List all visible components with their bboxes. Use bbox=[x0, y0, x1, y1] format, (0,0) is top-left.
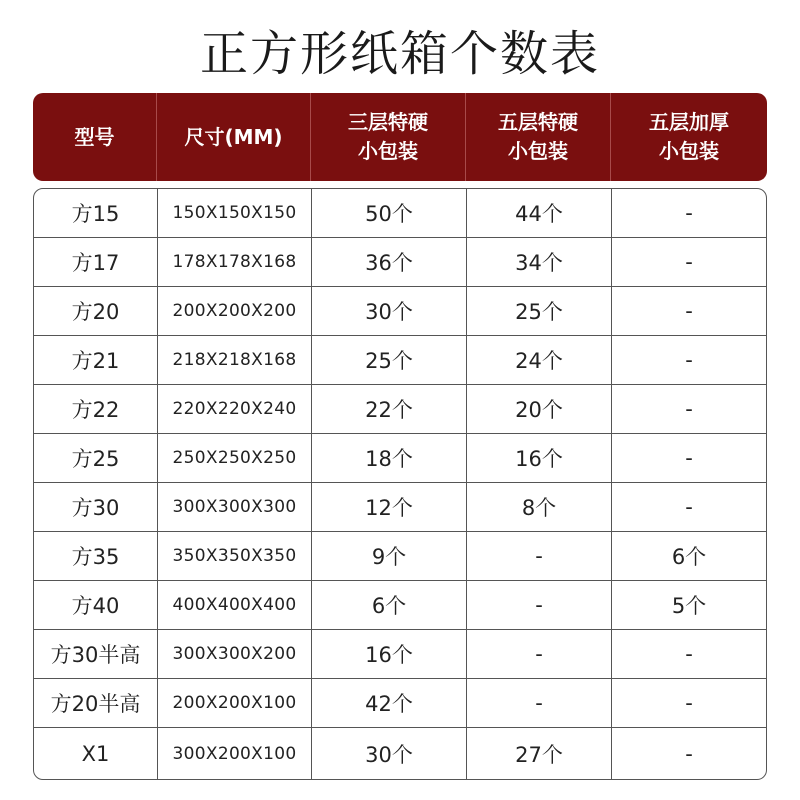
table-row bbox=[34, 581, 766, 630]
cell-five-thick: 6个 bbox=[671, 545, 707, 569]
header-size-label: 尺寸(MM) bbox=[184, 124, 283, 149]
header-three-layer-label: 三层特硬 小包装 bbox=[348, 110, 428, 163]
cell-model: 方22 bbox=[34, 385, 158, 433]
header-five-layer-label: 五层特硬 小包装 bbox=[498, 110, 578, 163]
cell-size: 350X350X350 bbox=[158, 532, 312, 580]
table-row bbox=[34, 287, 766, 336]
cell-five-thick: 5个 bbox=[671, 594, 707, 618]
cell-three-layer: 6个 bbox=[312, 581, 467, 629]
cell-five-layer: - bbox=[467, 630, 612, 678]
cell-three-layer: 42个 bbox=[312, 679, 467, 727]
cell-five-layer: 16个 bbox=[467, 434, 612, 482]
cell-size: 220X220X240 bbox=[158, 385, 312, 433]
table-row bbox=[34, 434, 766, 483]
cell-five-thick: - bbox=[685, 348, 693, 372]
table-row bbox=[34, 728, 766, 779]
cell-five-layer: - bbox=[467, 581, 612, 629]
cell-five-thick: - bbox=[685, 250, 693, 274]
cell-three-layer: 30个 bbox=[312, 287, 467, 335]
cell-size: 250X250X250 bbox=[158, 434, 312, 482]
cell-size: 178X178X168 bbox=[158, 238, 312, 286]
cell-size: 200X200X100 bbox=[158, 679, 312, 727]
cell-size: 300X300X200 bbox=[158, 630, 312, 678]
cell-model: 方30半高 bbox=[34, 630, 158, 678]
table-row bbox=[34, 238, 766, 287]
cell-model: 方25 bbox=[34, 434, 158, 482]
cell-three-layer: 36个 bbox=[312, 238, 467, 286]
cell-five-thick: - bbox=[685, 299, 693, 323]
header-model-label: 型号 bbox=[74, 124, 115, 149]
cell-model: 方20 bbox=[34, 287, 158, 335]
cell-model: 方17 bbox=[34, 238, 158, 286]
cell-three-layer: 25个 bbox=[312, 336, 467, 384]
cell-size: 200X200X200 bbox=[158, 287, 312, 335]
header-five-thick bbox=[611, 93, 767, 181]
cell-model: X1 bbox=[34, 728, 158, 779]
cell-model: 方35 bbox=[34, 532, 158, 580]
table-row bbox=[34, 189, 766, 238]
cell-size: 150X150X150 bbox=[158, 189, 312, 237]
cell-size: 300X200X100 bbox=[158, 728, 312, 779]
cell-three-layer: 50个 bbox=[312, 189, 467, 237]
cell-model: 方30 bbox=[34, 483, 158, 531]
page-title: 正方形纸箱个数表 bbox=[199, 26, 600, 82]
header-model bbox=[33, 93, 157, 181]
table-header bbox=[33, 93, 767, 181]
cell-five-thick: - bbox=[685, 495, 693, 519]
table-row bbox=[34, 532, 766, 581]
cell-model: 方20半高 bbox=[34, 679, 158, 727]
cell-five-layer: 24个 bbox=[467, 336, 612, 384]
header-five-layer bbox=[466, 93, 611, 181]
cell-five-layer: 25个 bbox=[467, 287, 612, 335]
cell-model: 方21 bbox=[34, 336, 158, 384]
cell-three-layer: 16个 bbox=[312, 630, 467, 678]
header-five-thick-label: 五层加厚 小包装 bbox=[649, 110, 729, 163]
cell-five-thick: - bbox=[685, 201, 693, 225]
cell-five-thick: - bbox=[685, 741, 693, 766]
cell-five-layer: 44个 bbox=[467, 189, 612, 237]
header-size bbox=[157, 93, 311, 181]
cell-size: 300X300X300 bbox=[158, 483, 312, 531]
cell-five-layer: - bbox=[467, 532, 612, 580]
cell-five-thick: - bbox=[685, 397, 693, 421]
table-row bbox=[34, 483, 766, 532]
cell-three-layer: 30个 bbox=[312, 728, 467, 779]
cell-three-layer: 12个 bbox=[312, 483, 467, 531]
table-row bbox=[34, 630, 766, 679]
cell-five-thick: - bbox=[685, 642, 693, 666]
cell-three-layer: 18个 bbox=[312, 434, 467, 482]
cell-five-thick: - bbox=[685, 446, 693, 470]
cell-five-layer: 8个 bbox=[467, 483, 612, 531]
cell-three-layer: 22个 bbox=[312, 385, 467, 433]
cell-five-layer: 34个 bbox=[467, 238, 612, 286]
cell-five-layer: - bbox=[467, 679, 612, 727]
cell-five-layer: 20个 bbox=[467, 385, 612, 433]
table-row bbox=[34, 679, 766, 728]
table-body bbox=[33, 188, 767, 780]
table-row bbox=[34, 336, 766, 385]
cell-five-thick: - bbox=[685, 691, 693, 715]
header-three-layer bbox=[311, 93, 466, 181]
cell-five-layer: 27个 bbox=[467, 728, 612, 779]
cell-model: 方40 bbox=[34, 581, 158, 629]
cell-size: 218X218X168 bbox=[158, 336, 312, 384]
cell-three-layer: 9个 bbox=[312, 532, 467, 580]
cell-model: 方15 bbox=[34, 189, 158, 237]
table-row bbox=[34, 385, 766, 434]
cell-size: 400X400X400 bbox=[158, 581, 312, 629]
